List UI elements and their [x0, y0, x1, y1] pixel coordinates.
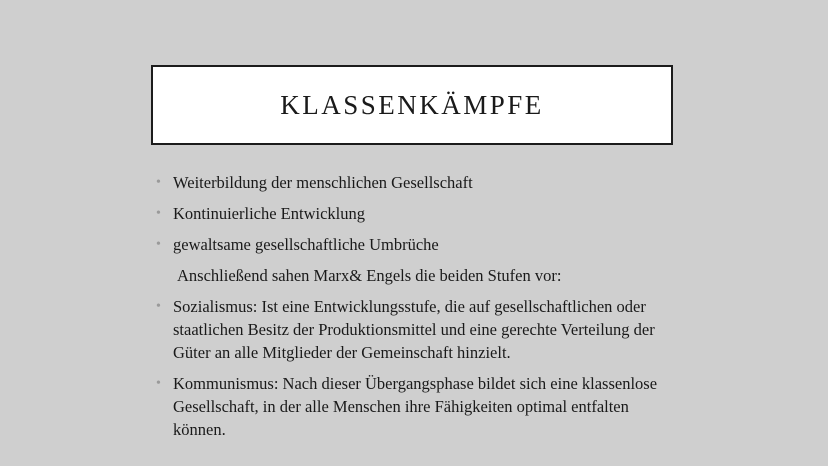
slide-title: KLASSENKÄMPFE [280, 89, 544, 120]
title-box [151, 65, 673, 145]
list-item-text: Kommunismus: Nach dieser Übergangsphase bildet sich eine klassenlose Gesellschaft, in der alle Menschen ihre Fähigkeiten optimal entfalten können. [173, 374, 658, 439]
bullet-icon: • [156, 237, 161, 252]
list-item-text: Kontinuierliche Entwicklung [173, 204, 365, 223]
list-item-text: Sozialismus: Ist eine Entwicklungsstufe, die auf gesellschaftlichen oder staatlichen Besitz der Produktionsmittel und eine gerechte Verteilung der Güter an alle Mitglieder der Gemeinschaft hinzielt. [173, 297, 655, 362]
list-item [156, 233, 676, 256]
bullet-icon: • [156, 376, 161, 391]
bullet-list [156, 171, 676, 449]
list-item-text: Weiterbildung der menschlichen Gesellschaft [173, 173, 473, 192]
list-item [156, 171, 676, 194]
list-item-text: gewaltsame gesellschaftliche Umbrüche [173, 235, 439, 254]
list-item [156, 295, 676, 364]
list-item [156, 372, 676, 441]
bullet-icon: • [156, 299, 161, 314]
intro-line: Anschließend sahen Marx& Engels die beiden Stufen vor: [177, 266, 562, 285]
bullet-icon: • [156, 206, 161, 221]
bullet-icon: • [156, 175, 161, 190]
list-item [156, 202, 676, 225]
